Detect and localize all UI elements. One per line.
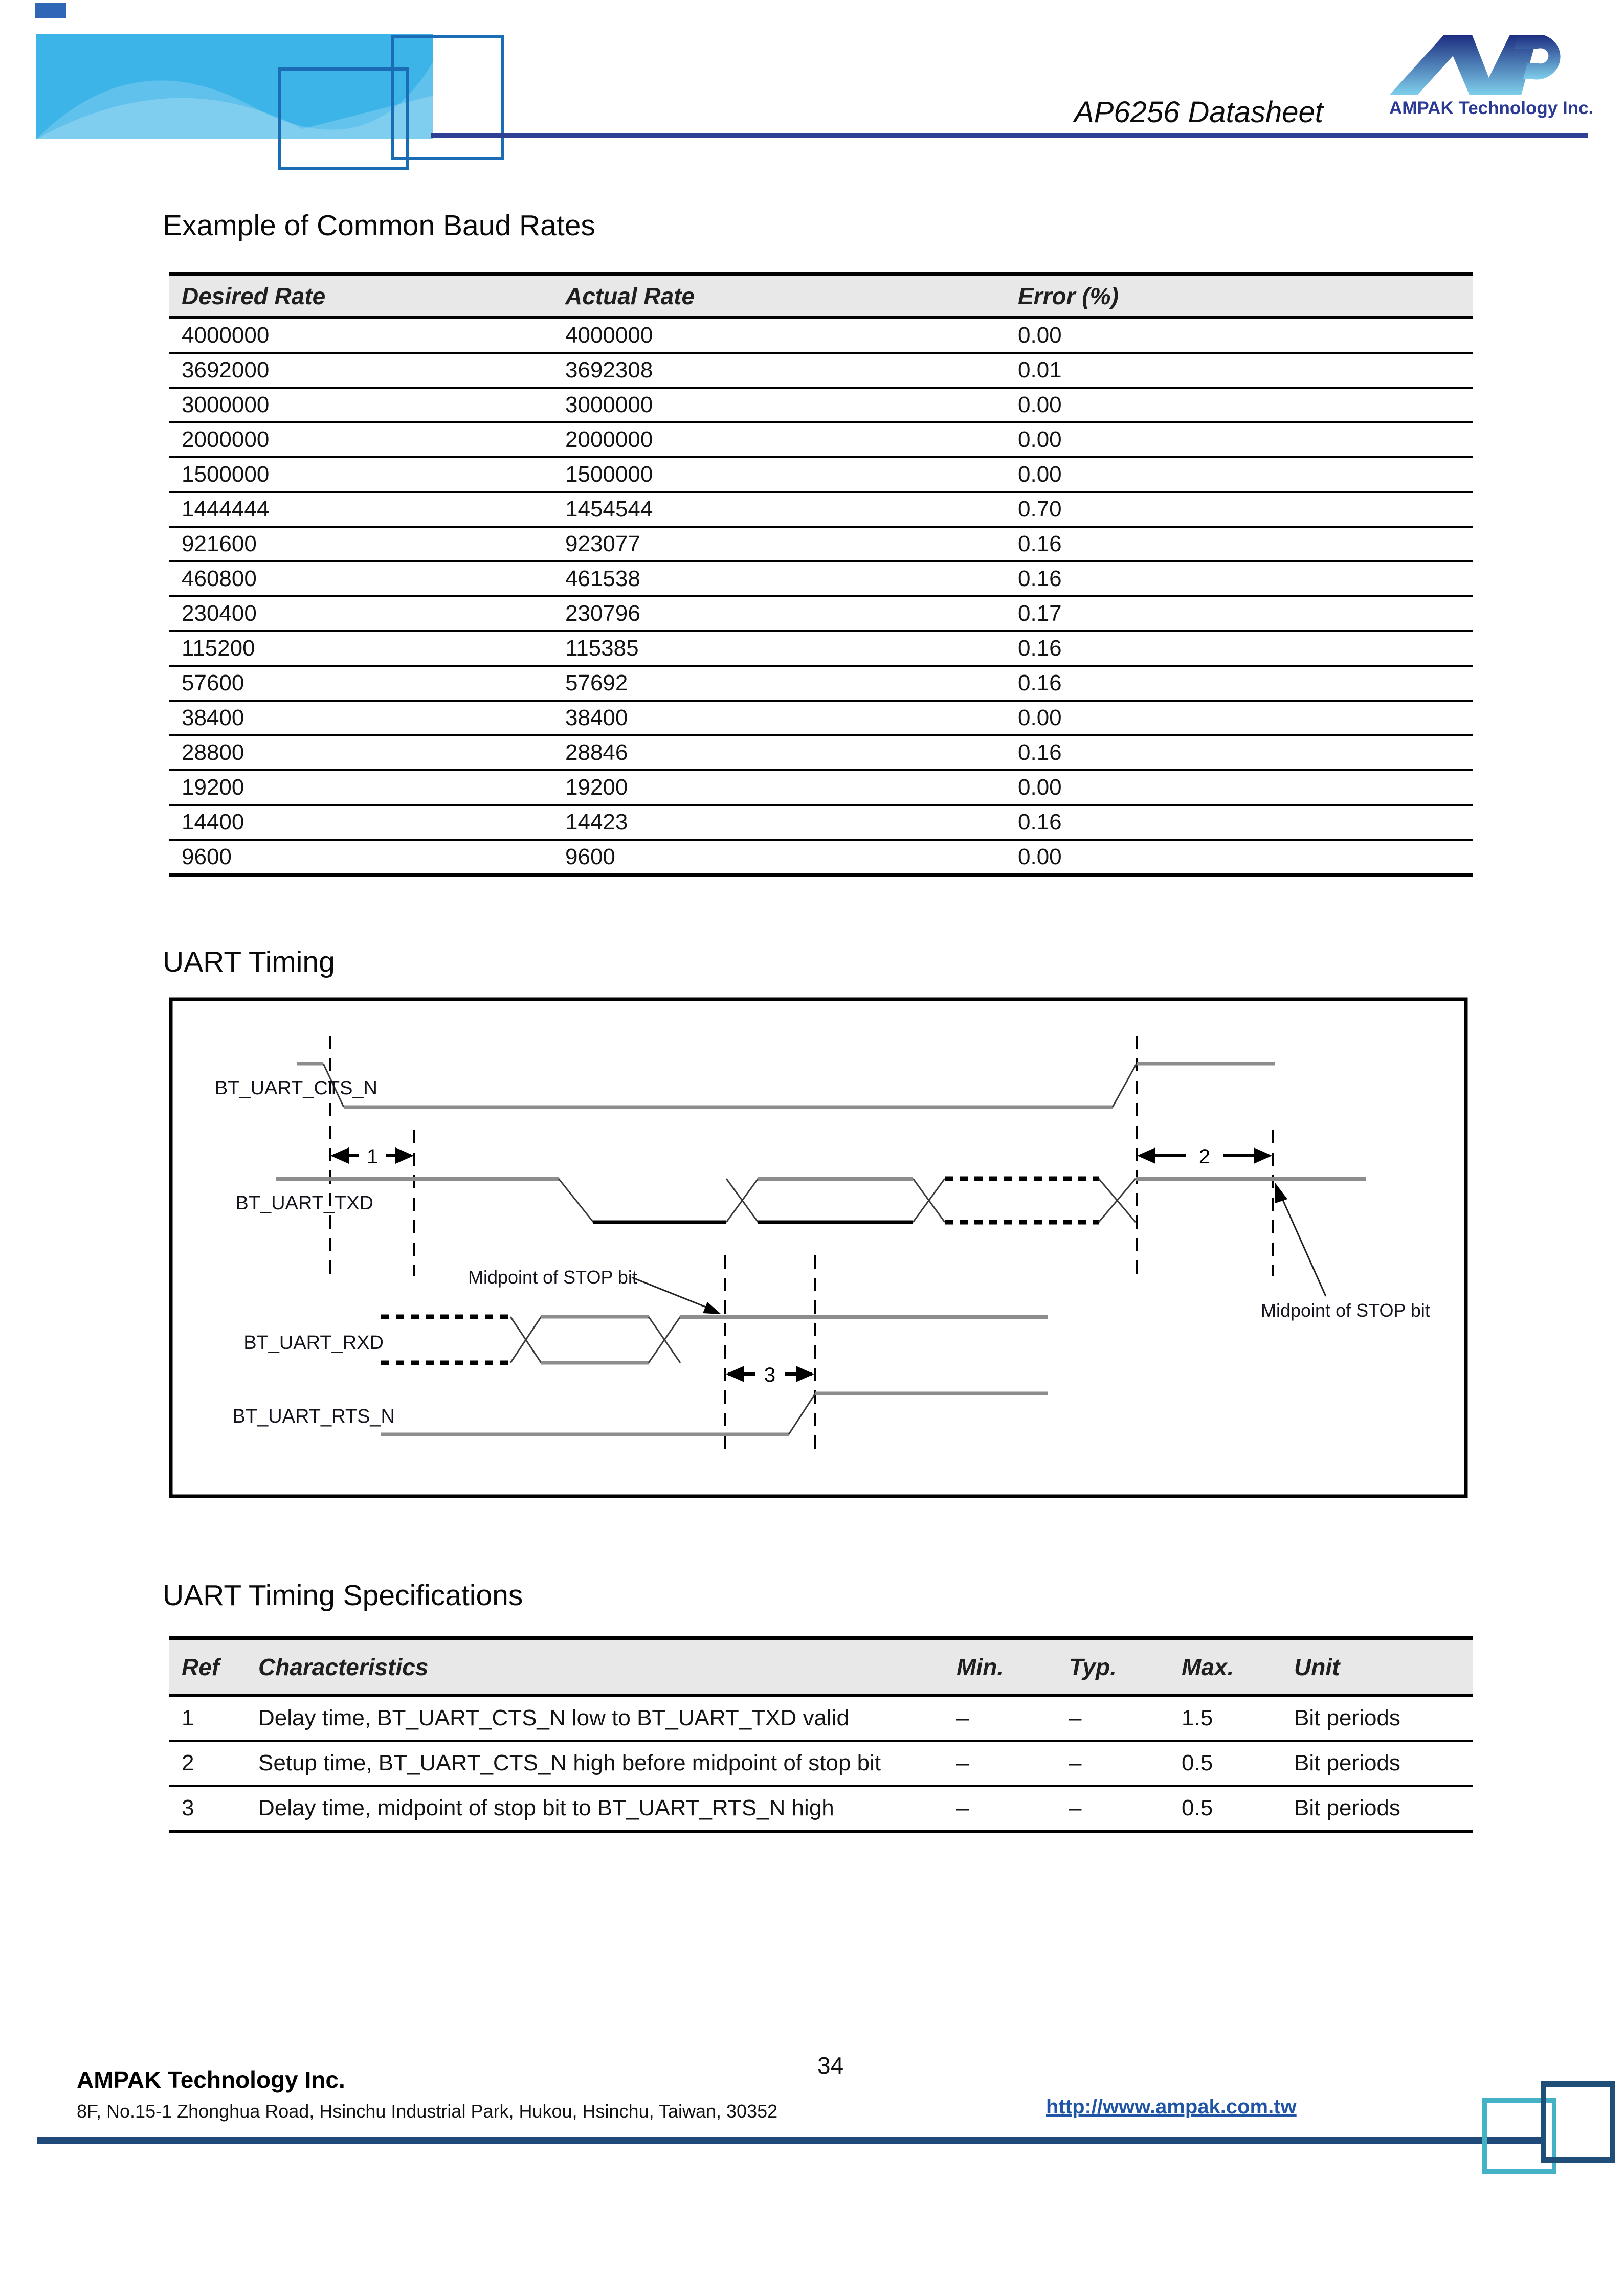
ref3-label: 3: [764, 1364, 776, 1386]
table-cell: 0.5: [1182, 1786, 1294, 1831]
table-cell: 3692000: [169, 353, 552, 388]
table-cell: 0.70: [1005, 492, 1473, 527]
col-unit: Unit: [1294, 1638, 1473, 1695]
table-cell: 0.00: [1005, 457, 1473, 492]
table-cell: 2000000: [169, 422, 552, 457]
table-cell: Delay time, midpoint of stop bit to BT_UART_RTS_N high: [258, 1786, 956, 1831]
table-cell: 38400: [169, 701, 552, 735]
table-cell: 14423: [552, 805, 1005, 840]
table-row: [169, 353, 1473, 388]
ref1-label: 1: [366, 1145, 379, 1168]
table-cell: 19200: [552, 770, 1005, 805]
table-row: [169, 631, 1473, 666]
table-header-row: [169, 274, 1473, 318]
doc-title: AP6256 Datasheet: [1074, 96, 1323, 129]
table-cell: 4000000: [552, 318, 1005, 353]
col-min: Min.: [956, 1638, 1069, 1695]
table-cell: 0.16: [1005, 666, 1473, 701]
table-cell: 2000000: [552, 422, 1005, 457]
midpoint-label-left: Midpoint of STOP bit: [468, 1267, 637, 1288]
table-cell: 921600: [169, 527, 552, 561]
table-cell: –: [956, 1695, 1069, 1741]
spec-section-heading: UART Timing Specifications: [163, 1579, 523, 1612]
table-cell: 0.00: [1005, 422, 1473, 457]
table-cell: 1500000: [552, 457, 1005, 492]
footer-company: AMPAK Technology Inc.: [77, 2066, 345, 2093]
table-cell: 1: [169, 1695, 258, 1741]
signal-label-rxd: BT_UART_RXD: [243, 1332, 384, 1354]
table-row: [169, 770, 1473, 805]
col-actual-rate: Actual Rate: [552, 274, 1005, 318]
col-error: Error (%): [1005, 274, 1473, 318]
table-cell: 1444444: [169, 492, 552, 527]
table-row: [169, 527, 1473, 561]
table-cell: 0.16: [1005, 527, 1473, 561]
table-cell: 923077: [552, 527, 1005, 561]
signal-label-txd: BT_UART_TXD: [235, 1192, 373, 1214]
table-cell: 9600: [169, 840, 552, 875]
table-cell: –: [956, 1786, 1069, 1831]
footer-address: 8F, No.15-1 Zhonghua Road, Hsinchu Industrial Park, Hukou, Hsinchu, Taiwan, 30352: [77, 2101, 778, 2122]
signal-label-cts: BT_UART_CTS_N: [214, 1077, 377, 1099]
table-row: [169, 666, 1473, 701]
footer-rule: [37, 2137, 1546, 2144]
header-rule: [431, 133, 1588, 138]
col-characteristics: Characteristics: [258, 1638, 956, 1695]
table-cell: 0.00: [1005, 701, 1473, 735]
table-cell: 115385: [552, 631, 1005, 666]
table-cell: 3: [169, 1786, 258, 1831]
table-cell: Delay time, BT_UART_CTS_N low to BT_UART_TXD valid: [258, 1695, 956, 1741]
table-cell: 0.16: [1005, 735, 1473, 770]
page-number: 34: [817, 2052, 844, 2079]
table-row: [169, 735, 1473, 770]
footer-website-link[interactable]: http://www.ampak.com.tw: [1046, 2096, 1297, 2118]
table-cell: –: [1069, 1741, 1182, 1786]
table-cell: 0.5: [1182, 1741, 1294, 1786]
ampak-logo-text: AMPAK Technology Inc.: [1389, 98, 1594, 118]
table-cell: 0.16: [1005, 805, 1473, 840]
header-deco-square: [35, 3, 66, 18]
table-cell: 115200: [169, 631, 552, 666]
table-row: [169, 492, 1473, 527]
midpoint-label-right: Midpoint of STOP bit: [1261, 1300, 1430, 1321]
ampak-logo-mark: [1389, 34, 1569, 96]
timing-section-heading: UART Timing: [163, 946, 335, 978]
table-cell: 0.01: [1005, 353, 1473, 388]
baud-section-heading: Example of Common Baud Rates: [163, 209, 595, 242]
table-cell: 0.17: [1005, 596, 1473, 631]
table-cell: 1.5: [1182, 1695, 1294, 1741]
ampak-logo: [1389, 34, 1594, 119]
table-row: [169, 457, 1473, 492]
table-cell: Bit periods: [1294, 1695, 1473, 1741]
table-cell: 4000000: [169, 318, 552, 353]
table-cell: 0.00: [1005, 840, 1473, 875]
table-cell: 38400: [552, 701, 1005, 735]
uart-timing-spec-table: [169, 1636, 1473, 1833]
table-cell: 3000000: [552, 388, 1005, 422]
table-row: [169, 561, 1473, 596]
table-cell: 0.16: [1005, 631, 1473, 666]
col-desired-rate: Desired Rate: [169, 274, 552, 318]
table-cell: Bit periods: [1294, 1786, 1473, 1831]
uart-timing-diagram: [169, 997, 1468, 1498]
baud-rate-table: [169, 272, 1473, 877]
col-max: Max.: [1182, 1638, 1294, 1695]
header-deco-rect-1: [278, 67, 409, 170]
table-row: [169, 1695, 1473, 1741]
table-cell: 0.00: [1005, 318, 1473, 353]
table-cell: 0.16: [1005, 561, 1473, 596]
table-row: [169, 805, 1473, 840]
table-row: [169, 840, 1473, 875]
table-cell: 9600: [552, 840, 1005, 875]
table-cell: 28800: [169, 735, 552, 770]
footer-deco-rect-navy: [1541, 2081, 1615, 2163]
table-cell: 0.00: [1005, 770, 1473, 805]
table-header-row: [169, 1638, 1473, 1695]
table-cell: –: [956, 1741, 1069, 1786]
table-cell: 0.00: [1005, 388, 1473, 422]
table-cell: 57600: [169, 666, 552, 701]
table-row: [169, 596, 1473, 631]
table-row: [169, 1741, 1473, 1786]
table-row: [169, 388, 1473, 422]
signal-label-rts: BT_UART_RTS_N: [232, 1406, 395, 1427]
table-row: [169, 318, 1473, 353]
table-cell: 461538: [552, 561, 1005, 596]
table-cell: 19200: [169, 770, 552, 805]
table-cell: 1500000: [169, 457, 552, 492]
table-cell: 28846: [552, 735, 1005, 770]
table-cell: 14400: [169, 805, 552, 840]
header-deco-rect-2: [391, 35, 504, 160]
table-cell: 230400: [169, 596, 552, 631]
table-cell: 230796: [552, 596, 1005, 631]
table-cell: –: [1069, 1786, 1182, 1831]
table-row: [169, 701, 1473, 735]
table-cell: 3692308: [552, 353, 1005, 388]
table-cell: Bit periods: [1294, 1741, 1473, 1786]
table-cell: 460800: [169, 561, 552, 596]
table-row: [169, 1786, 1473, 1831]
table-cell: 1454544: [552, 492, 1005, 527]
table-row: [169, 422, 1473, 457]
ref2-label: 2: [1198, 1145, 1211, 1168]
table-cell: 57692: [552, 666, 1005, 701]
table-cell: 3000000: [169, 388, 552, 422]
col-ref: Ref: [169, 1638, 258, 1695]
col-typ: Typ.: [1069, 1638, 1182, 1695]
table-cell: 2: [169, 1741, 258, 1786]
table-cell: –: [1069, 1695, 1182, 1741]
table-cell: Setup time, BT_UART_CTS_N high before midpoint of stop bit: [258, 1741, 956, 1786]
